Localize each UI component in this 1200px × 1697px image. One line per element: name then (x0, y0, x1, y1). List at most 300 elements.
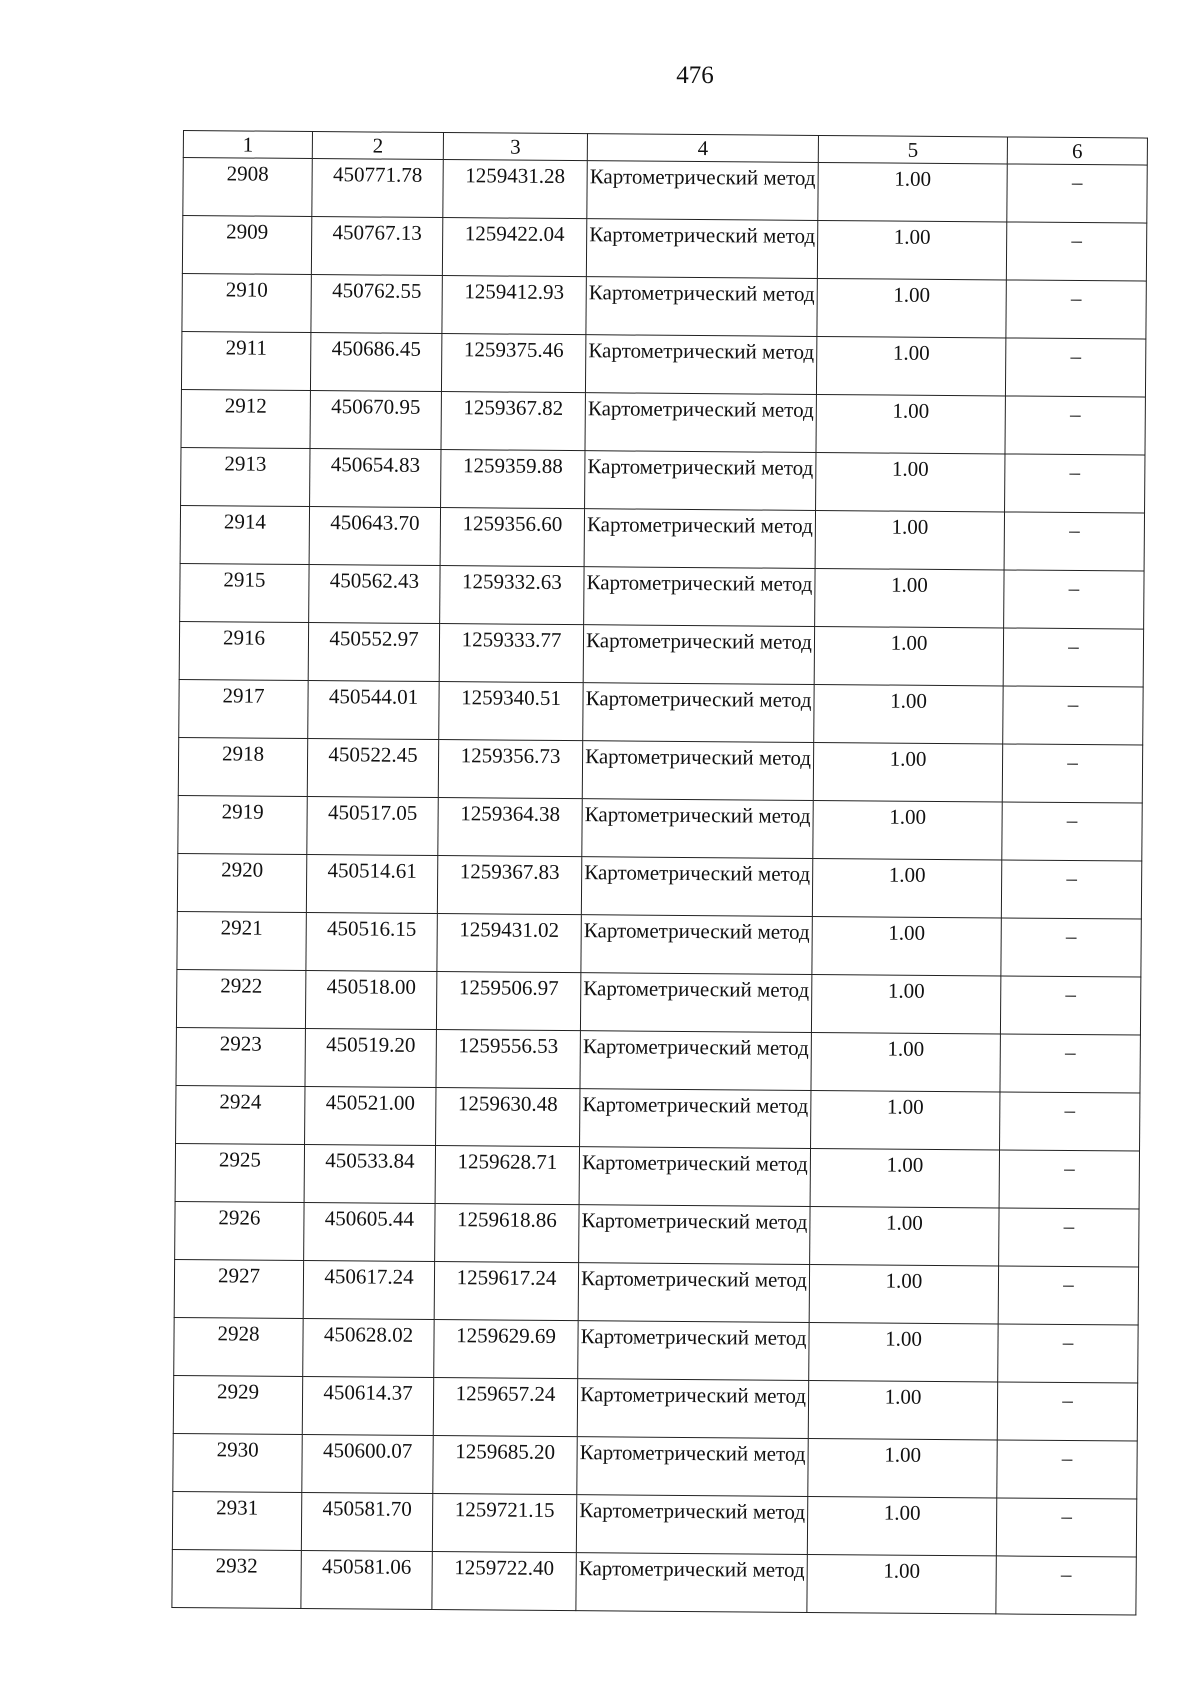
cell-text: 450517.05 (327, 800, 418, 825)
table-row (176, 1027, 1140, 1093)
method-text: Картометрический метод (578, 1556, 805, 1582)
cell-text: 450522.45 (328, 742, 418, 767)
note-cell (1003, 686, 1143, 745)
y-coordinate-cell (437, 914, 581, 973)
accuracy-cell (812, 858, 1001, 917)
cell-text: 1259356.73 (460, 743, 561, 768)
point-number-cell (172, 1549, 301, 1608)
note-cell (1001, 860, 1141, 919)
cell-text: 450654.83 (330, 452, 421, 477)
cell-text: 2925 (218, 1147, 262, 1172)
cell-text: 1259332.63 (461, 569, 562, 594)
y-coordinate-cell (433, 1378, 577, 1437)
cell-text: 2918 (222, 741, 265, 766)
cell-text: 450767.13 (332, 220, 422, 245)
method-text: Картометрический метод (587, 396, 814, 422)
note-cell (996, 1498, 1136, 1557)
cell-text: 2919 (221, 799, 264, 824)
cell-text: 450771.78 (332, 162, 423, 187)
cell-text: 450614.37 (323, 1380, 413, 1405)
cell-text: 2923 (219, 1031, 262, 1056)
method-cell (585, 451, 816, 511)
method-cell (583, 683, 814, 743)
note-cell (1005, 454, 1145, 513)
column-header: 3 (443, 133, 587, 161)
x-coordinate-cell (307, 738, 438, 797)
y-coordinate-cell (432, 1552, 576, 1611)
y-coordinate-cell (442, 276, 586, 335)
cell-text: 2910 (225, 277, 268, 302)
note-cell (1005, 338, 1145, 397)
method-cell (576, 1495, 807, 1555)
accuracy-cell (814, 626, 1003, 685)
cell-text: 2912 (224, 393, 267, 418)
cell-text: 1259722.40 (454, 1555, 555, 1580)
method-cell (579, 1147, 810, 1207)
cell-text: 450581.70 (322, 1496, 412, 1521)
method-text: Картометрический метод (583, 918, 810, 944)
x-coordinate-cell (308, 623, 439, 682)
table-row (180, 505, 1144, 571)
accuracy-cell (813, 742, 1002, 801)
note-text: – (1064, 1097, 1076, 1123)
cell-text: 1259617.24 (456, 1265, 557, 1290)
method-cell (584, 567, 815, 627)
note-cell (1000, 1034, 1140, 1093)
x-coordinate-cell (305, 1028, 436, 1087)
note-cell (1000, 976, 1140, 1035)
cell-text: 2914 (223, 509, 267, 534)
note-cell (999, 1208, 1139, 1267)
point-number-cell (176, 1027, 305, 1086)
cell-text: 1.00 (885, 1268, 923, 1293)
cell-text: 2909 (226, 219, 269, 244)
table-row (182, 216, 1146, 282)
y-coordinate-cell (436, 1030, 580, 1089)
method-cell (580, 973, 811, 1033)
cell-text: 1.00 (889, 746, 927, 771)
note-cell (1004, 512, 1144, 571)
column-header: 2 (312, 132, 443, 160)
cell-text: 1259506.97 (458, 975, 559, 1000)
table-row (181, 389, 1145, 455)
cell-text: 1259340.51 (461, 685, 562, 710)
x-coordinate-cell (311, 217, 442, 276)
cell-text: 1259721.15 (454, 1497, 555, 1522)
method-text: Картометрический метод (586, 512, 813, 538)
cell-text: 1259359.88 (462, 453, 563, 478)
table-row (175, 1201, 1139, 1267)
accuracy-cell (808, 1380, 997, 1439)
cell-text: 450600.07 (322, 1438, 413, 1463)
x-coordinate-cell (310, 449, 441, 508)
cell-text: 1.00 (892, 340, 930, 365)
accuracy-cell (816, 336, 1005, 395)
accuracy-cell (816, 394, 1005, 453)
y-coordinate-cell (436, 972, 580, 1031)
cell-text: 2928 (217, 1321, 260, 1346)
table-row (173, 1375, 1137, 1441)
cell-text: 1.00 (889, 804, 927, 829)
cell-text: 1259618.86 (456, 1207, 557, 1232)
x-coordinate-cell (308, 681, 439, 740)
table-body (172, 158, 1147, 1616)
page-number: 476 (676, 62, 714, 89)
method-text: Картометрический метод (588, 280, 815, 306)
point-number-cell (175, 1143, 304, 1202)
method-cell (577, 1379, 808, 1439)
y-coordinate-cell (442, 218, 586, 277)
cell-text: 450521.00 (325, 1090, 416, 1115)
y-coordinate-cell (440, 508, 584, 567)
method-cell (585, 335, 816, 395)
table-row (181, 447, 1145, 513)
cell-text: 1.00 (887, 1036, 925, 1061)
table-row (178, 737, 1142, 803)
accuracy-cell (808, 1438, 997, 1497)
y-coordinate-cell (433, 1436, 577, 1495)
cell-text: 2931 (216, 1495, 259, 1520)
table-row (182, 273, 1146, 339)
cell-text: 450544.01 (328, 684, 419, 709)
x-coordinate-cell (306, 854, 437, 913)
note-text: – (1067, 749, 1078, 775)
table-row (179, 679, 1143, 745)
point-number-cell (182, 216, 311, 275)
method-text: Картометрический метод (581, 1150, 808, 1176)
note-cell (1002, 802, 1142, 861)
note-text: – (1070, 343, 1082, 369)
method-text: Картометрический метод (589, 164, 816, 190)
table-row (174, 1259, 1138, 1325)
method-text: Картометрический метод (582, 1092, 809, 1118)
y-coordinate-cell (439, 624, 583, 683)
table-row (181, 331, 1145, 397)
cell-text: 1.00 (893, 224, 931, 249)
note-cell (1006, 280, 1146, 339)
accuracy-cell (815, 510, 1004, 569)
point-number-cell (172, 1491, 301, 1550)
cell-text: 1259657.24 (455, 1381, 556, 1406)
accuracy-cell (810, 1148, 999, 1207)
x-coordinate-cell (305, 1086, 436, 1145)
accuracy-cell (810, 1206, 999, 1265)
accuracy-cell (818, 162, 1007, 221)
x-coordinate-cell (302, 1434, 433, 1493)
cell-text: 2929 (217, 1379, 260, 1404)
cell-text: 2920 (221, 857, 264, 882)
cell-text: 1259685.20 (455, 1439, 556, 1464)
cell-text: 1259630.48 (457, 1091, 558, 1116)
point-number-cell (182, 273, 311, 332)
cell-text: 450617.24 (324, 1264, 414, 1289)
method-cell (576, 1553, 807, 1613)
method-cell (579, 1205, 810, 1265)
note-text: – (1069, 517, 1080, 543)
cell-text: 2917 (222, 683, 265, 708)
accuracy-cell (809, 1264, 998, 1323)
note-cell (996, 1556, 1136, 1615)
accuracy-cell (816, 452, 1005, 511)
cell-text: 450670.95 (331, 394, 421, 419)
note-text: – (1063, 1213, 1075, 1239)
note-text: – (1065, 923, 1077, 949)
note-text: – (1071, 169, 1083, 195)
method-cell (585, 393, 816, 453)
point-number-cell (176, 969, 305, 1028)
method-text: Картометрический метод (581, 1208, 808, 1234)
cell-text: 450516.15 (327, 916, 417, 941)
method-text: Картометрический метод (585, 744, 812, 770)
accuracy-cell (811, 1032, 1000, 1091)
x-coordinate-cell (303, 1260, 434, 1319)
cell-text: 1.00 (886, 1094, 924, 1119)
note-cell (1005, 396, 1145, 455)
note-cell (1004, 570, 1144, 629)
y-coordinate-cell (439, 682, 583, 741)
x-coordinate-cell (309, 565, 440, 624)
x-coordinate-cell (306, 912, 437, 971)
cell-text: 2924 (219, 1089, 262, 1114)
note-text: – (1066, 865, 1077, 891)
cell-text: 1259431.02 (459, 917, 560, 942)
cell-text: 1.00 (891, 456, 929, 481)
cell-text: 450552.97 (329, 626, 419, 651)
cell-text: 2926 (218, 1205, 261, 1230)
cell-text: 450686.45 (331, 336, 422, 361)
note-text: – (1067, 691, 1079, 717)
method-cell (586, 219, 817, 279)
cell-text: 1.00 (893, 282, 931, 307)
note-cell (1000, 1092, 1140, 1151)
cell-text: 1.00 (885, 1326, 922, 1351)
method-text: Картометрический метод (584, 802, 811, 828)
accuracy-cell (814, 684, 1003, 743)
method-text: Картометрический метод (586, 628, 812, 654)
y-coordinate-cell (438, 798, 582, 857)
note-cell (998, 1324, 1138, 1383)
x-coordinate-cell (307, 796, 438, 855)
note-cell (997, 1382, 1137, 1441)
x-coordinate-cell (302, 1376, 433, 1435)
accuracy-cell (812, 916, 1001, 975)
accuracy-cell (807, 1554, 996, 1613)
cell-text: 1259364.38 (460, 801, 561, 826)
note-cell (1001, 918, 1141, 977)
x-coordinate-cell (312, 159, 443, 218)
point-number-cell (181, 447, 310, 506)
cell-text: 1259431.28 (465, 163, 566, 189)
cell-text: 1.00 (891, 514, 929, 539)
y-coordinate-cell (441, 392, 585, 451)
cell-text: 1.00 (884, 1442, 922, 1467)
cell-text: 450519.20 (326, 1032, 416, 1057)
accuracy-cell (817, 220, 1006, 279)
note-text: – (1069, 459, 1081, 485)
cell-text: 1.00 (890, 572, 928, 597)
cell-text: 1.00 (883, 1500, 921, 1525)
cell-text: 2927 (217, 1263, 261, 1288)
x-coordinate-cell (309, 507, 440, 566)
cell-text: 1259333.77 (461, 627, 562, 652)
note-cell (999, 1150, 1139, 1209)
cell-text: 1.00 (890, 630, 928, 655)
method-cell (584, 509, 815, 569)
point-number-cell (176, 1085, 305, 1144)
cell-text: 1259629.69 (456, 1323, 557, 1348)
cell-text: 1259375.46 (463, 337, 564, 362)
y-coordinate-cell (434, 1320, 578, 1379)
point-number-cell (174, 1317, 303, 1376)
method-text: Картометрический метод (579, 1498, 806, 1524)
y-coordinate-cell (438, 740, 582, 799)
method-cell (578, 1321, 809, 1381)
cell-text: 1259367.82 (463, 395, 564, 420)
point-number-cell (181, 389, 310, 448)
cell-text: 1.00 (883, 1558, 921, 1583)
cell-text: 1259556.53 (458, 1033, 559, 1058)
x-coordinate-cell (310, 391, 441, 450)
table-row (179, 621, 1143, 687)
x-coordinate-cell (305, 970, 436, 1029)
point-number-cell (179, 621, 308, 680)
method-cell (583, 625, 814, 685)
y-coordinate-cell (437, 856, 581, 915)
column-header: 1 (183, 131, 312, 159)
point-number-cell (177, 911, 306, 970)
note-cell (1002, 744, 1142, 803)
accuracy-cell (811, 974, 1000, 1033)
x-coordinate-cell (301, 1550, 432, 1609)
table-row (174, 1317, 1138, 1383)
table-row (176, 1085, 1140, 1151)
cell-text: 1.00 (888, 920, 926, 945)
x-coordinate-cell (303, 1318, 434, 1377)
note-text: – (1068, 633, 1079, 659)
table-row (177, 853, 1141, 919)
column-header: 6 (1007, 137, 1147, 165)
note-text: – (1062, 1387, 1073, 1413)
method-cell (582, 799, 813, 859)
cell-text: 450533.84 (325, 1148, 415, 1173)
cell-text: 450581.06 (322, 1554, 412, 1579)
note-cell (1007, 164, 1147, 223)
method-text: Картометрический метод (589, 222, 816, 248)
cell-text: 1259412.93 (464, 279, 565, 304)
cell-text: 1.00 (894, 166, 932, 191)
cell-text: 2913 (224, 451, 267, 476)
y-coordinate-cell (435, 1204, 579, 1263)
cell-text: 1259367.83 (459, 859, 560, 884)
method-cell (582, 741, 813, 801)
column-header: 4 (587, 134, 818, 163)
method-cell (578, 1263, 809, 1323)
note-text: – (1060, 1561, 1072, 1587)
note-text: – (1062, 1329, 1074, 1355)
point-number-cell (173, 1375, 302, 1434)
accuracy-cell (817, 278, 1006, 337)
cell-text: 2932 (215, 1553, 258, 1578)
point-number-cell (180, 505, 309, 564)
y-coordinate-cell (443, 160, 587, 219)
cell-text: 1259422.04 (464, 221, 565, 246)
x-coordinate-cell (301, 1492, 432, 1551)
column-header: 5 (818, 135, 1007, 163)
note-text: – (1066, 807, 1078, 833)
point-number-cell (174, 1259, 303, 1318)
table-row (175, 1143, 1139, 1209)
table-row (180, 563, 1144, 629)
y-coordinate-cell (434, 1262, 578, 1321)
x-coordinate-cell (311, 275, 442, 334)
y-coordinate-cell (440, 566, 584, 625)
point-number-cell (183, 158, 312, 217)
cell-text: 450605.44 (324, 1206, 415, 1231)
x-coordinate-cell (304, 1202, 435, 1261)
cell-text: 1.00 (888, 862, 926, 887)
table-row (177, 911, 1141, 977)
point-number-cell (178, 737, 307, 796)
note-cell (997, 1440, 1137, 1499)
cell-text: 2922 (220, 973, 263, 998)
accuracy-cell (809, 1322, 998, 1381)
table-row (178, 795, 1142, 861)
cell-text: 2930 (216, 1437, 259, 1462)
point-number-cell (180, 563, 309, 622)
table-row (172, 1491, 1136, 1557)
method-text: Картометрический метод (588, 338, 815, 364)
note-text: – (1065, 981, 1077, 1007)
method-cell (586, 277, 817, 337)
coordinates-table (171, 130, 1148, 1616)
cell-text: 450518.00 (326, 974, 416, 999)
method-cell (580, 1031, 811, 1091)
point-number-cell (173, 1433, 302, 1492)
note-text: – (1070, 285, 1082, 311)
table-row (173, 1433, 1137, 1499)
note-text: – (1061, 1503, 1072, 1529)
accuracy-cell (807, 1496, 996, 1555)
cell-text: 1.00 (884, 1384, 922, 1409)
x-coordinate-cell (310, 333, 441, 392)
cell-text: 2911 (225, 335, 267, 360)
method-text: Картометрический метод (579, 1440, 806, 1466)
y-coordinate-cell (441, 450, 585, 509)
note-text: – (1064, 1039, 1076, 1065)
y-coordinate-cell (432, 1494, 576, 1553)
note-text: – (1064, 1155, 1075, 1181)
note-cell (1006, 222, 1146, 281)
cell-text: 450562.43 (329, 568, 420, 593)
cell-text: 1.00 (886, 1152, 924, 1177)
note-cell (1003, 628, 1143, 687)
method-text: Картометрический метод (580, 1266, 807, 1292)
method-text: Картометрический метод (584, 860, 811, 886)
note-text: – (1063, 1271, 1074, 1297)
note-text: – (1069, 401, 1081, 427)
y-coordinate-cell (435, 1146, 579, 1205)
method-cell (581, 857, 812, 917)
method-text: Картометрический метод (580, 1324, 807, 1350)
method-cell (577, 1437, 808, 1497)
note-cell (998, 1266, 1138, 1325)
x-coordinate-cell (304, 1144, 435, 1203)
method-text: Картометрический метод (585, 686, 812, 712)
cell-text: 1259356.60 (462, 511, 563, 536)
cell-text: 1.00 (887, 978, 925, 1003)
point-number-cell (179, 679, 308, 738)
method-text: Картометрический метод (582, 1034, 809, 1060)
